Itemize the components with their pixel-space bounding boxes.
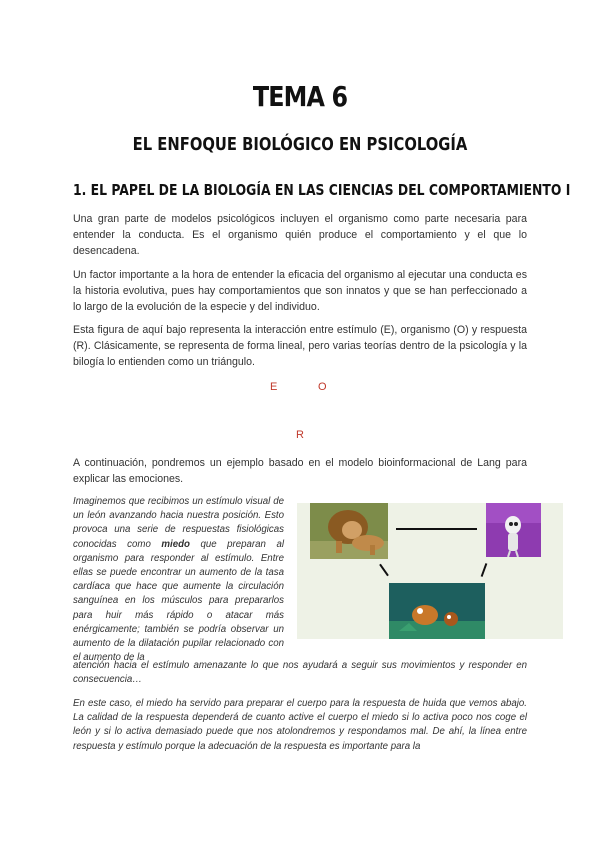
character-image	[486, 503, 541, 557]
character-illustration	[486, 503, 541, 557]
emotion-model-figure	[297, 503, 563, 639]
page-title: TEMA 6	[252, 80, 348, 113]
flee-illustration	[389, 583, 485, 639]
connector-line-organism-response	[481, 563, 488, 577]
lion-illustration	[310, 503, 388, 559]
page-subtitle: EL ENFOQUE BIOLÓGICO EN PSICOLOGÍA	[132, 134, 468, 155]
example-continuation: atención hacia el estímulo amenazante lo que nos ayudará a seguir sus movimientos y responder en consecuencia…	[73, 660, 527, 686]
triangle-label-r: R	[296, 429, 304, 441]
paragraph-lang: A continuación, pondremos un ejemplo basado en el modelo bioinformacional de Lang para explicar las emociones.	[73, 457, 527, 485]
paragraph-figura: Esta figura de aquí bajo representa la interacción entre estímulo (E), organismo (O) y respuesta (R). Clásicamente, se representa de forma lineal, pero varias teorías dentro de la psicología y la bilogía lo entienden como un triángulo.	[73, 324, 527, 368]
triangle-label-e: E	[270, 381, 278, 393]
fear-keyword: miedo	[161, 538, 190, 550]
paragraph-organismo: Una gran parte de modelos psicológicos incluyen el organismo como parte necesaria para entender la conducta. Es el organismo quién produce el comportamiento y el que lo desencadena.	[73, 213, 527, 257]
paragraph-evolucion: Un factor importante a la hora de entender la eficacia del organismo al ejecutar una conducta es la historia evolutiva, pues hay comportamientos que son innatos y que se han perfeccionado a lo largo de la evolución de la especie y del individuo.	[73, 269, 527, 313]
connector-line-stimulus-response	[379, 564, 389, 577]
section-heading: 1. EL PAPEL DE LA BIOLOGÍA EN LAS CIENCIAS DEL COMPORTAMIENTO I	[73, 181, 571, 199]
closing-paragraph: En este caso, el miedo ha servido para preparar el cuerpo para la respuesta de huida que vemos abajo. La calidad de la respuesta dependerá de cuanto active el cuerpo el miedo si lo activa poco nos coge el león y si lo activa demasiado puede que nos atolondremos y respondamos mal. De ahí, la línea entre respuesta y estímulo porque la adecuación de la respuesta es importante para la	[73, 698, 527, 752]
connector-line-stimulus-organism	[396, 528, 477, 530]
example-paragraph: Imaginemos que recibimos un estímulo visual de un león avanzando hacia nuestra posición. Esto provoca una serie de respuestas fisiológicas conocidas como miedo que preparan al organismo para responder al estímulo. Entre ellas se puede encontrar un aumento de la tasa cardíaca que hace que aumente la circulación sanguínea en los músculos para prepararlos para huir más rápido o atacar más enérgicamente; también se podría observar un aumento de la dilatación pupilar relacionado con el aumento de la	[73, 496, 284, 664]
triangle-label-o: O	[318, 381, 327, 393]
response-image	[389, 583, 485, 639]
lion-image	[310, 503, 388, 559]
